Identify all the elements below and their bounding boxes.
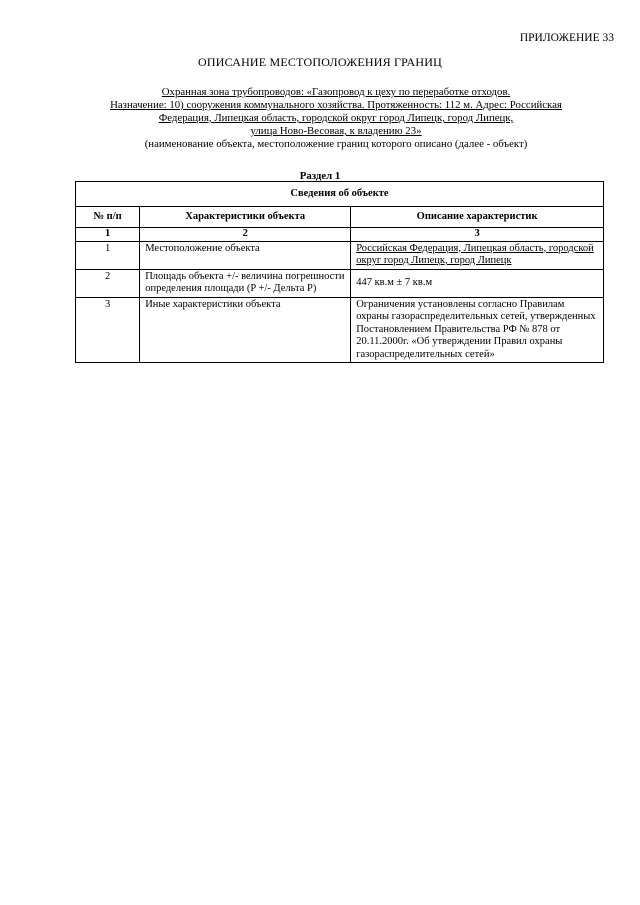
object-description-line: Назначение: 10) сооружения коммунального хозяйства. Протяженность: 112 м. Адрес: Российская — [110, 99, 562, 111]
column-header-characteristic: Характеристики объекта — [140, 207, 351, 228]
column-number: 1 — [76, 228, 140, 242]
table-row — [76, 241, 604, 269]
row-description: Ограничения установлены согласно Правилам охраны газораспределительных сетей, утвержденных Постановлением Правительства РФ № 878 от 20.11.2000г. «Об утверждении Правил охраны газораспределительных сетей» — [351, 297, 604, 363]
row-characteristic: Площадь объекта +/- величина погрешности определения площади (P +/- Дельта P) — [140, 269, 351, 297]
appendix-label: ПРИЛОЖЕНИЕ 33 — [519, 32, 614, 44]
table-row — [76, 297, 604, 363]
column-number-row — [76, 228, 604, 242]
object-description-line: Охранная зона трубопроводов: «Газопровод к цеху по переработке отходов. — [161, 86, 511, 98]
table-header-row — [76, 207, 604, 228]
column-header-number: № п/п — [76, 207, 140, 228]
row-number: 1 — [76, 241, 140, 269]
object-description-note: (наименование объекта, местоположение границ которого описано (далее - объект) — [144, 138, 528, 150]
row-number: 2 — [76, 269, 140, 297]
object-info-table — [75, 181, 604, 363]
object-description-line: Федерация, Липецкая область, городской округ город Липецк, город Липецк, — [158, 112, 514, 124]
column-header-description: Описание характеристик — [351, 207, 604, 228]
column-number: 2 — [140, 228, 351, 242]
document-title: ОПИСАНИЕ МЕСТОПОЛОЖЕНИЯ ГРАНИЦ — [198, 55, 442, 69]
section-title: Раздел 1 — [299, 170, 341, 182]
table-row — [76, 269, 604, 297]
row-description: 447 кв.м ± 7 кв.м — [351, 269, 604, 297]
row-number: 3 — [76, 297, 140, 363]
table-caption: Сведения об объекте — [76, 182, 604, 207]
table-caption-row — [76, 182, 604, 207]
object-description-line: улица Ново-Весовая, к владению 23» — [250, 125, 422, 137]
object-description — [70, 86, 602, 151]
row-description: Российская Федерация, Липецкая область, городской округ город Липецк, город Липецк — [351, 241, 604, 269]
row-characteristic: Местоположение объекта — [140, 241, 351, 269]
row-characteristic: Иные характеристики объекта — [140, 297, 351, 363]
column-number: 3 — [351, 228, 604, 242]
